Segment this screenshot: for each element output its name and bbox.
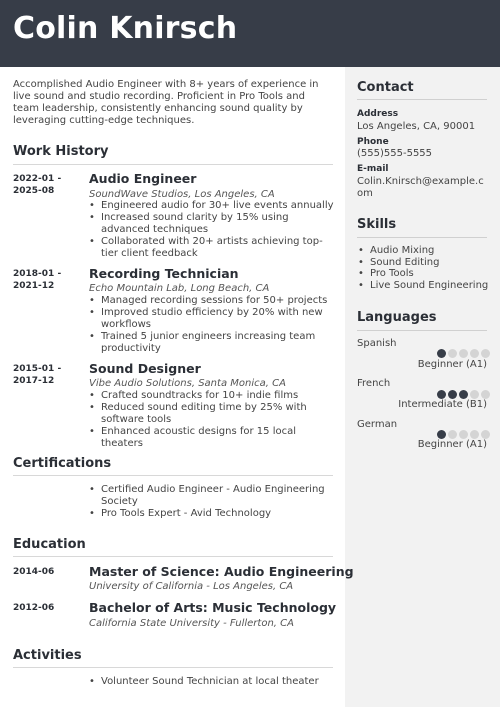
school-name: University of California - Los Angeles, CA (89, 581, 294, 592)
language-rating (437, 349, 490, 358)
language-level: Beginner (A1) (417, 359, 487, 370)
rating-dot-filled (459, 390, 468, 399)
list-item: • Reduced sound editing time by 25% with software tools (101, 402, 339, 426)
rating-dot-empty (448, 430, 457, 439)
list-item: • Certified Audio Engineer - Audio Engineering Society (101, 484, 339, 508)
list-item: • Managed recording sessions for 50+ projects (101, 295, 339, 307)
job-title: Sound Designer (89, 361, 201, 376)
language-rating (437, 430, 490, 439)
certifications-heading: Certifications (13, 456, 112, 471)
list-item: • Collaborated with 20+ artists achieving top-tier client feedback (101, 236, 339, 260)
job-date (13, 173, 83, 197)
education-date: 2014-06 (13, 567, 55, 577)
candidate-name: Colin Knirsch (13, 11, 238, 46)
list-item: • Increased sound clarity by 15% using advanced techniques (101, 212, 339, 236)
job-title: Audio Engineer (89, 171, 197, 186)
rating-dot-empty (481, 430, 490, 439)
job-bullets (101, 390, 339, 450)
certifications-list (101, 484, 339, 520)
section-divider (13, 667, 333, 668)
job-bullets (101, 295, 339, 355)
contact-heading: Contact (357, 80, 414, 95)
job-bullets (101, 200, 339, 260)
activities-heading: Activities (13, 648, 82, 663)
list-item: • Crafted soundtracks for 10+ indie films (101, 390, 339, 402)
language-name: French (357, 378, 391, 389)
language-name: German (357, 419, 398, 430)
languages-heading: Languages (357, 310, 437, 325)
job-date-start: 2015-01 - (13, 364, 62, 374)
job-company: SoundWave Studios, Los Angeles, CA (89, 189, 275, 200)
rating-dot-empty (470, 390, 479, 399)
rating-dot-filled (437, 390, 446, 399)
work-history-heading: Work History (13, 144, 109, 159)
job-date (13, 268, 83, 292)
address-label: Address (357, 109, 399, 119)
school-name: California State University - Fullerton, CA (89, 618, 294, 629)
rating-dot-filled (437, 430, 446, 439)
section-divider (13, 556, 333, 557)
job-company: Echo Mountain Lab, Long Beach, CA (89, 283, 270, 294)
activities-list (101, 676, 339, 688)
resume-header (0, 0, 500, 67)
rating-dot-empty (459, 430, 468, 439)
skills-list (370, 245, 488, 292)
list-item: • Trained 5 junior engineers increasing team productivity (101, 331, 339, 355)
list-item: • Enhanced acoustic designs for 15 local theaters (101, 426, 339, 450)
section-divider (357, 99, 487, 100)
section-divider (13, 475, 333, 476)
language-name: Spanish (357, 338, 397, 349)
language-level: Intermediate (B1) (398, 399, 487, 410)
degree-title: Bachelor of Arts: Music Technology (89, 600, 337, 615)
job-date (13, 363, 83, 387)
list-item: • Improved studio efficiency by 20% with new workflows (101, 307, 339, 331)
address-value: Los Angeles, CA, 90001 (357, 121, 476, 132)
list-item: • Live Sound Engineering (370, 280, 488, 292)
rating-dot-empty (481, 349, 490, 358)
phone-value: (555)555-5555 (357, 148, 433, 159)
education-heading: Education (13, 537, 86, 552)
list-item: • Volunteer Sound Technician at local theater (101, 676, 339, 688)
rating-dot-empty (448, 349, 457, 358)
list-item: • Engineered audio for 30+ live events annually (101, 200, 339, 212)
list-item: • Sound Editing (370, 257, 488, 269)
job-title: Recording Technician (89, 266, 239, 281)
list-item: • Pro Tools (370, 268, 488, 280)
list-item: • Pro Tools Expert - Avid Technology (101, 508, 339, 520)
section-divider (357, 330, 487, 331)
degree-title: Master of Science: Audio Engineering (89, 564, 354, 579)
language-rating (437, 390, 490, 399)
section-divider (357, 237, 487, 238)
rating-dot-filled (437, 349, 446, 358)
list-item: • Audio Mixing (370, 245, 488, 257)
rating-dot-filled (448, 390, 457, 399)
professional-summary: Accomplished Audio Engineer with 8+ years of experience in live sound and studio recording. Proficient in Pro Tools and team leadership, consistently enhancing sound quality by leveraging cutting-edge techniques. (13, 79, 319, 126)
job-date-end: 2025-08 (13, 186, 55, 196)
job-date-start: 2022-01 - (13, 174, 62, 184)
education-date: 2012-06 (13, 603, 55, 613)
email-value: Colin.Knirsch@example.com (357, 176, 484, 199)
language-level: Beginner (A1) (417, 439, 487, 450)
skills-heading: Skills (357, 217, 397, 232)
job-date-end: 2017-12 (13, 376, 55, 386)
email-label: E-mail (357, 164, 389, 174)
section-divider (13, 164, 333, 165)
job-company: Vibe Audio Solutions, Santa Monica, CA (89, 378, 286, 389)
rating-dot-empty (470, 430, 479, 439)
job-date-end: 2021-12 (13, 281, 55, 291)
phone-label: Phone (357, 137, 389, 147)
rating-dot-empty (481, 390, 490, 399)
rating-dot-empty (459, 349, 468, 358)
job-date-start: 2018-01 - (13, 269, 62, 279)
rating-dot-empty (470, 349, 479, 358)
